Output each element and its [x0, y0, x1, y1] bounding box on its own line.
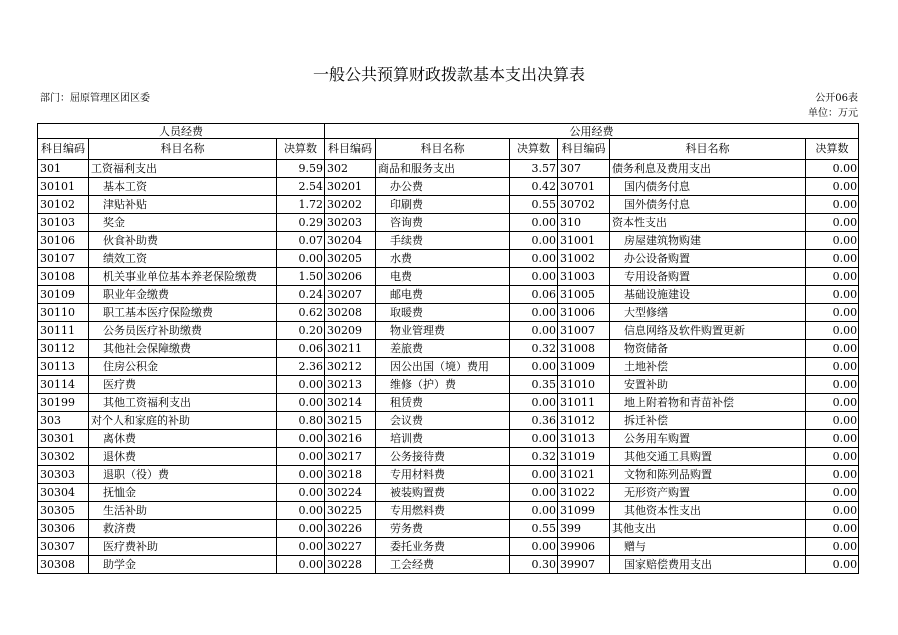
cell-name: 取暖费 [376, 304, 510, 322]
cell-code: 303 [38, 412, 89, 430]
cell-name: 其他交通工具购置 [610, 448, 806, 466]
cell-amount: 0.55 [510, 196, 558, 214]
cell-amount: 0.00 [277, 250, 325, 268]
cell-amount: 1.50 [277, 268, 325, 286]
cell-code: 30204 [325, 232, 376, 250]
cell-code: 31011 [558, 394, 610, 412]
cell-amount: 0.24 [277, 286, 325, 304]
cell-amount: 0.00 [510, 358, 558, 376]
cell-amount: 0.00 [510, 268, 558, 286]
cell-code: 30107 [38, 250, 89, 268]
cell-code: 39907 [558, 556, 610, 574]
cell-code: 30308 [38, 556, 89, 574]
cell-code: 30213 [325, 376, 376, 394]
cell-code: 31008 [558, 340, 610, 358]
cell-code: 30226 [325, 520, 376, 538]
cell-name: 电费 [376, 268, 510, 286]
table-row [38, 304, 859, 322]
cell-amount: 0.00 [806, 286, 859, 304]
cell-name: 邮电费 [376, 286, 510, 304]
cell-code: 30306 [38, 520, 89, 538]
cell-code: 30207 [325, 286, 376, 304]
cell-code: 30209 [325, 322, 376, 340]
cell-name: 机关事业单位基本养老保险缴费 [89, 268, 277, 286]
cell-amount: 0.00 [806, 250, 859, 268]
cell-name: 房屋建筑物购建 [610, 232, 806, 250]
department-label: 部门：屈原管理区团区委 [40, 93, 150, 104]
cell-amount: 0.29 [277, 214, 325, 232]
cell-name: 专用燃料费 [376, 502, 510, 520]
cell-amount: 0.30 [510, 556, 558, 574]
cell-code: 31007 [558, 322, 610, 340]
col-amount: 决算数 [510, 139, 558, 160]
cell-amount: 0.00 [806, 484, 859, 502]
cell-code: 31002 [558, 250, 610, 268]
cell-amount: 0.00 [806, 160, 859, 178]
cell-name: 公务用车购置 [610, 430, 806, 448]
cell-amount: 0.00 [806, 304, 859, 322]
cell-name: 商品和服务支出 [376, 160, 510, 178]
table-row [38, 250, 859, 268]
cell-code: 30114 [38, 376, 89, 394]
cell-amount: 0.00 [806, 196, 859, 214]
cell-amount: 0.00 [510, 214, 558, 232]
group-header-row [38, 124, 859, 139]
cell-amount: 0.00 [806, 466, 859, 484]
cell-name: 公务员医疗补助缴费 [89, 322, 277, 340]
cell-name: 国外债务付息 [610, 196, 806, 214]
cell-code: 30110 [38, 304, 89, 322]
cell-code: 30206 [325, 268, 376, 286]
cell-amount: 0.00 [806, 178, 859, 196]
cell-code: 30201 [325, 178, 376, 196]
cell-name: 印刷费 [376, 196, 510, 214]
cell-amount: 0.00 [806, 394, 859, 412]
cell-name: 劳务费 [376, 520, 510, 538]
cell-name: 退职（役）费 [89, 466, 277, 484]
cell-code: 30304 [38, 484, 89, 502]
group-public: 公用经费 [325, 124, 859, 139]
cell-amount: 0.00 [806, 214, 859, 232]
table-row [38, 520, 859, 538]
table-row [38, 232, 859, 250]
cell-amount: 0.00 [510, 502, 558, 520]
cell-name: 助学金 [89, 556, 277, 574]
table-row [38, 358, 859, 376]
table-row [38, 196, 859, 214]
cell-amount: 0.00 [806, 376, 859, 394]
cell-code: 30215 [325, 412, 376, 430]
col-code: 科目编码 [558, 139, 610, 160]
cell-name: 生活补助 [89, 502, 277, 520]
cell-code: 30203 [325, 214, 376, 232]
cell-name: 委托业务费 [376, 538, 510, 556]
col-name: 科目名称 [376, 139, 510, 160]
cell-name: 因公出国（境）费用 [376, 358, 510, 376]
cell-name: 土地补偿 [610, 358, 806, 376]
cell-code: 31012 [558, 412, 610, 430]
cell-name: 办公费 [376, 178, 510, 196]
cell-amount: 2.54 [277, 178, 325, 196]
cell-name: 职业年金缴费 [89, 286, 277, 304]
cell-name: 资本性支出 [610, 214, 806, 232]
cell-amount: 0.00 [510, 430, 558, 448]
cell-amount: 3.57 [510, 160, 558, 178]
cell-name: 赠与 [610, 538, 806, 556]
cell-name: 公务接待费 [376, 448, 510, 466]
cell-name: 大型修缮 [610, 304, 806, 322]
cell-name: 安置补助 [610, 376, 806, 394]
cell-code: 30211 [325, 340, 376, 358]
cell-code: 31010 [558, 376, 610, 394]
cell-amount: 0.00 [510, 466, 558, 484]
cell-amount: 0.00 [806, 268, 859, 286]
cell-name: 其他社会保障缴费 [89, 340, 277, 358]
cell-name: 咨询费 [376, 214, 510, 232]
cell-name: 津贴补贴 [89, 196, 277, 214]
cell-code: 30109 [38, 286, 89, 304]
cell-name: 医疗费补助 [89, 538, 277, 556]
report-title: 一般公共预算财政拨款基本支出决算表 [312, 65, 585, 84]
cell-amount: 0.36 [510, 412, 558, 430]
cell-name: 水费 [376, 250, 510, 268]
cell-amount: 9.59 [277, 160, 325, 178]
cell-code: 31013 [558, 430, 610, 448]
cell-name: 医疗费 [89, 376, 277, 394]
cell-name: 其他工资福利支出 [89, 394, 277, 412]
cell-code: 31099 [558, 502, 610, 520]
table-row [38, 538, 859, 556]
cell-code: 30199 [38, 394, 89, 412]
cell-name: 对个人和家庭的补助 [89, 412, 277, 430]
cell-name: 租赁费 [376, 394, 510, 412]
cell-amount: 0.06 [510, 286, 558, 304]
cell-name: 绩效工资 [89, 250, 277, 268]
table-row [38, 484, 859, 502]
expenditure-table [37, 123, 859, 574]
cell-name: 抚恤金 [89, 484, 277, 502]
cell-code: 39906 [558, 538, 610, 556]
table-row [38, 448, 859, 466]
cell-name: 离休费 [89, 430, 277, 448]
cell-code: 30224 [325, 484, 376, 502]
cell-code: 30205 [325, 250, 376, 268]
cell-code: 31021 [558, 466, 610, 484]
col-amount: 决算数 [277, 139, 325, 160]
cell-code: 30217 [325, 448, 376, 466]
cell-amount: 0.00 [510, 304, 558, 322]
cell-amount: 0.00 [806, 340, 859, 358]
col-amount: 决算数 [806, 139, 859, 160]
cell-code: 30307 [38, 538, 89, 556]
cell-name: 国内债务付息 [610, 178, 806, 196]
cell-amount: 0.00 [277, 538, 325, 556]
table-row [38, 556, 859, 574]
cell-code: 30301 [38, 430, 89, 448]
cell-amount: 0.00 [806, 502, 859, 520]
table-row [38, 160, 859, 178]
cell-name: 物资储备 [610, 340, 806, 358]
cell-code: 30106 [38, 232, 89, 250]
cell-code: 301 [38, 160, 89, 178]
cell-code: 31006 [558, 304, 610, 322]
cell-name: 救济费 [89, 520, 277, 538]
table-row [38, 466, 859, 484]
cell-amount: 0.00 [510, 394, 558, 412]
cell-amount: 0.00 [510, 538, 558, 556]
cell-amount: 0.00 [277, 466, 325, 484]
table-row [38, 214, 859, 232]
cell-amount: 0.42 [510, 178, 558, 196]
cell-code: 30111 [38, 322, 89, 340]
table-row [38, 376, 859, 394]
cell-name: 文物和陈列品购置 [610, 466, 806, 484]
cell-name: 其他资本性支出 [610, 502, 806, 520]
cell-amount: 0.06 [277, 340, 325, 358]
cell-name: 基本工资 [89, 178, 277, 196]
cell-amount: 0.00 [510, 250, 558, 268]
cell-code: 310 [558, 214, 610, 232]
column-header-row [38, 139, 859, 160]
cell-code: 30227 [325, 538, 376, 556]
cell-amount: 0.00 [277, 430, 325, 448]
table-row [38, 178, 859, 196]
table-row [38, 412, 859, 430]
cell-amount: 0.00 [277, 394, 325, 412]
cell-amount: 1.72 [277, 196, 325, 214]
cell-code: 30102 [38, 196, 89, 214]
cell-code: 30218 [325, 466, 376, 484]
cell-name: 工资福利支出 [89, 160, 277, 178]
cell-name: 住房公积金 [89, 358, 277, 376]
table-row [38, 394, 859, 412]
table-row [38, 502, 859, 520]
cell-amount: 0.00 [806, 232, 859, 250]
col-code: 科目编码 [38, 139, 89, 160]
cell-amount: 0.62 [277, 304, 325, 322]
cell-amount: 0.00 [806, 322, 859, 340]
cell-amount: 0.00 [277, 520, 325, 538]
cell-amount: 0.00 [806, 520, 859, 538]
cell-code: 30101 [38, 178, 89, 196]
cell-code: 30303 [38, 466, 89, 484]
cell-name: 维修（护）费 [376, 376, 510, 394]
cell-code: 31005 [558, 286, 610, 304]
cell-name: 物业管理费 [376, 322, 510, 340]
cell-amount: 0.00 [806, 358, 859, 376]
cell-code: 30112 [38, 340, 89, 358]
cell-code: 30212 [325, 358, 376, 376]
col-name: 科目名称 [89, 139, 277, 160]
cell-name: 债务利息及费用支出 [610, 160, 806, 178]
cell-amount: 0.00 [510, 322, 558, 340]
cell-code: 307 [558, 160, 610, 178]
table-row [38, 322, 859, 340]
cell-amount: 0.00 [277, 376, 325, 394]
cell-code: 30702 [558, 196, 610, 214]
cell-amount: 0.00 [806, 556, 859, 574]
cell-name: 手续费 [376, 232, 510, 250]
form-number: 公开06表 [815, 93, 858, 104]
col-code: 科目编码 [325, 139, 376, 160]
cell-code: 30305 [38, 502, 89, 520]
cell-amount: 0.00 [510, 232, 558, 250]
cell-code: 31019 [558, 448, 610, 466]
cell-name: 国家赔偿费用支出 [610, 556, 806, 574]
cell-amount: 0.55 [510, 520, 558, 538]
cell-amount: 0.32 [510, 340, 558, 358]
cell-code: 30202 [325, 196, 376, 214]
cell-name: 职工基本医疗保险缴费 [89, 304, 277, 322]
cell-code: 30103 [38, 214, 89, 232]
cell-code: 30225 [325, 502, 376, 520]
cell-name: 退休费 [89, 448, 277, 466]
cell-code: 302 [325, 160, 376, 178]
cell-amount: 0.00 [277, 502, 325, 520]
cell-amount: 2.36 [277, 358, 325, 376]
unit-label: 单位：万元 [808, 108, 858, 119]
cell-code: 30228 [325, 556, 376, 574]
table-row [38, 430, 859, 448]
cell-name: 奖金 [89, 214, 277, 232]
cell-name: 会议费 [376, 412, 510, 430]
cell-name: 专用材料费 [376, 466, 510, 484]
cell-amount: 0.00 [277, 448, 325, 466]
cell-amount: 0.07 [277, 232, 325, 250]
table-row [38, 286, 859, 304]
table-row [38, 268, 859, 286]
cell-code: 399 [558, 520, 610, 538]
cell-code: 30302 [38, 448, 89, 466]
cell-amount: 0.20 [277, 322, 325, 340]
cell-amount: 0.00 [806, 448, 859, 466]
cell-name: 地上附着物和青苗补偿 [610, 394, 806, 412]
cell-name: 专用设备购置 [610, 268, 806, 286]
cell-name: 被装购置费 [376, 484, 510, 502]
cell-code: 31009 [558, 358, 610, 376]
cell-name: 办公设备购置 [610, 250, 806, 268]
cell-amount: 0.00 [806, 430, 859, 448]
cell-code: 31022 [558, 484, 610, 502]
cell-name: 差旅费 [376, 340, 510, 358]
cell-amount: 0.00 [277, 484, 325, 502]
cell-code: 30108 [38, 268, 89, 286]
cell-name: 无形资产购置 [610, 484, 806, 502]
cell-name: 工会经费 [376, 556, 510, 574]
cell-amount: 0.00 [806, 412, 859, 430]
cell-code: 31001 [558, 232, 610, 250]
col-name: 科目名称 [610, 139, 806, 160]
cell-code: 30208 [325, 304, 376, 322]
cell-name: 伙食补助费 [89, 232, 277, 250]
cell-name: 其他支出 [610, 520, 806, 538]
cell-amount: 0.00 [806, 538, 859, 556]
cell-name: 信息网络及软件购置更新 [610, 322, 806, 340]
table-row [38, 340, 859, 358]
cell-code: 31003 [558, 268, 610, 286]
cell-amount: 0.00 [510, 484, 558, 502]
cell-name: 基础设施建设 [610, 286, 806, 304]
cell-code: 30113 [38, 358, 89, 376]
cell-amount: 0.80 [277, 412, 325, 430]
cell-code: 30216 [325, 430, 376, 448]
cell-code: 30701 [558, 178, 610, 196]
cell-amount: 0.00 [277, 556, 325, 574]
cell-name: 培训费 [376, 430, 510, 448]
cell-name: 拆迁补偿 [610, 412, 806, 430]
cell-amount: 0.32 [510, 448, 558, 466]
cell-code: 30214 [325, 394, 376, 412]
cell-amount: 0.35 [510, 376, 558, 394]
group-personnel: 人员经费 [38, 124, 325, 139]
